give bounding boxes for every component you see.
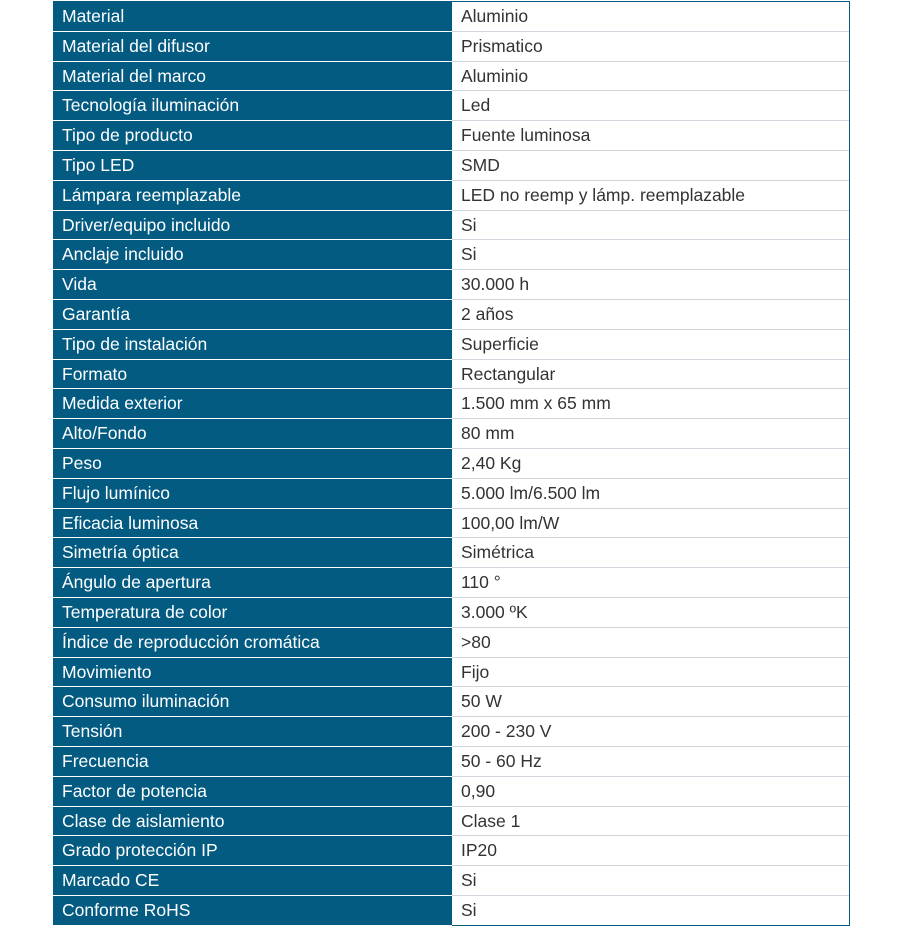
spec-label: Temperatura de color [53,597,452,627]
spec-value: Si [452,866,849,896]
spec-value: IP20 [452,836,849,866]
spec-value: LED no reemp y lámp. reemplazable [452,180,849,210]
spec-row [53,61,849,91]
spec-label: Marcado CE [53,866,452,896]
spec-value: 3.000 ºK [452,597,849,627]
spec-value: Si [452,895,849,925]
spec-row [53,806,849,836]
spec-value: 2,40 Kg [452,448,849,478]
spec-value: Superficie [452,329,849,359]
spec-label: Peso [53,448,452,478]
spec-label: Eficacia luminosa [53,508,452,538]
spec-row [53,31,849,61]
spec-row [53,419,849,449]
spec-row [53,478,849,508]
spec-value: 110 ° [452,568,849,598]
spec-row [53,717,849,747]
spec-label: Material del difusor [53,31,452,61]
spec-value: Prismatico [452,31,849,61]
spec-row [53,568,849,598]
spec-label: Material del marco [53,61,452,91]
spec-value: 200 - 230 V [452,717,849,747]
spec-row [53,299,849,329]
spec-value: Aluminio [452,61,849,91]
specifications-table [53,1,850,926]
spec-row [53,121,849,151]
spec-value: 5.000 lm/6.500 lm [452,478,849,508]
spec-row [53,687,849,717]
spec-row [53,329,849,359]
spec-label: Tensión [53,717,452,747]
spec-label: Índice de reproducción cromática [53,627,452,657]
spec-label: Driver/equipo incluido [53,210,452,240]
spec-row [53,180,849,210]
spec-row [53,359,849,389]
spec-label: Lámpara reemplazable [53,180,452,210]
spec-value: >80 [452,627,849,657]
spec-value: Fijo [452,657,849,687]
spec-label: Flujo lumínico [53,478,452,508]
spec-label: Tecnología iluminación [53,91,452,121]
spec-value: 1.500 mm x 65 mm [452,389,849,419]
spec-label: Anclaje incluido [53,240,452,270]
spec-label: Factor de potencia [53,776,452,806]
spec-value: 30.000 h [452,270,849,300]
spec-row [53,836,849,866]
spec-value: 80 mm [452,419,849,449]
spec-row [53,776,849,806]
spec-row [53,508,849,538]
spec-label: Tipo de instalación [53,329,452,359]
spec-label: Formato [53,359,452,389]
spec-row [53,389,849,419]
spec-row [53,657,849,687]
spec-label: Alto/Fondo [53,419,452,449]
spec-label: Conforme RoHS [53,895,452,925]
spec-label: Grado protección IP [53,836,452,866]
spec-row [53,538,849,568]
spec-row [53,2,849,32]
spec-row [53,210,849,240]
spec-label: Consumo iluminación [53,687,452,717]
spec-value: Led [452,91,849,121]
spec-value: SMD [452,150,849,180]
spec-value: 50 - 60 Hz [452,746,849,776]
spec-row [53,240,849,270]
spec-label: Movimiento [53,657,452,687]
spec-label: Ángulo de apertura [53,568,452,598]
spec-row [53,150,849,180]
spec-value: Clase 1 [452,806,849,836]
spec-label: Medida exterior [53,389,452,419]
spec-value: 100,00 lm/W [452,508,849,538]
spec-value: Si [452,240,849,270]
spec-value: 2 años [452,299,849,329]
spec-row [53,597,849,627]
spec-label: Frecuencia [53,746,452,776]
spec-row [53,627,849,657]
spec-value: Fuente luminosa [452,121,849,151]
spec-label: Garantía [53,299,452,329]
spec-value: Aluminio [452,2,849,32]
spec-label: Simetría óptica [53,538,452,568]
spec-value: Si [452,210,849,240]
spec-value: 50 W [452,687,849,717]
spec-row [53,448,849,478]
spec-label: Tipo LED [53,150,452,180]
specifications-table-body [53,2,849,926]
spec-row [53,866,849,896]
spec-label: Material [53,2,452,32]
spec-value: Simétrica [452,538,849,568]
spec-row [53,91,849,121]
spec-label: Clase de aislamiento [53,806,452,836]
spec-value: 0,90 [452,776,849,806]
spec-label: Vida [53,270,452,300]
spec-row [53,746,849,776]
spec-value: Rectangular [452,359,849,389]
spec-label: Tipo de producto [53,121,452,151]
spec-row [53,270,849,300]
